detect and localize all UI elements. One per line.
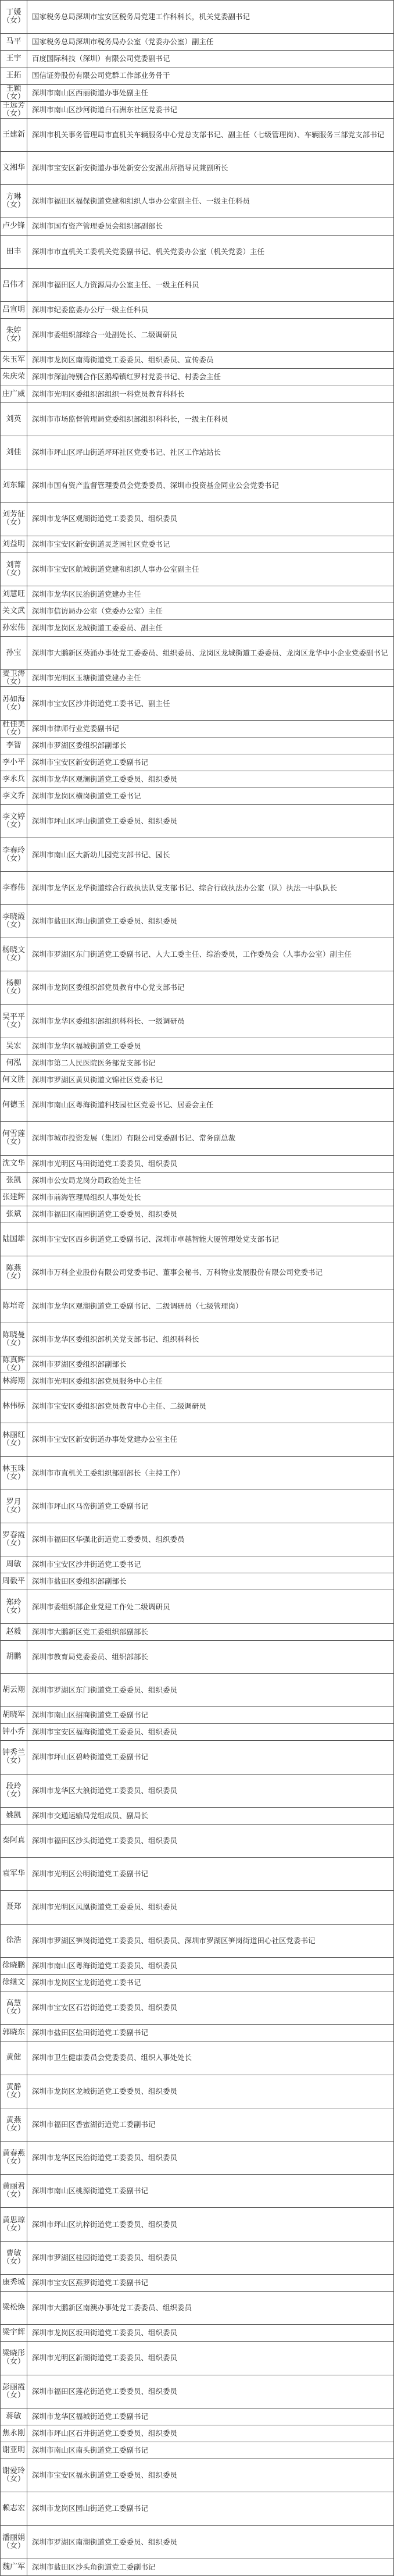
table-row (1, 1624, 393, 1641)
person-position: 深圳市龙岗区园山街道党工委副书记 (32, 2504, 149, 2513)
table-row (1, 1674, 393, 1707)
person-name: 罗春霞（女） (1, 1523, 27, 1556)
person-name: 周毅平 (1, 1573, 27, 1590)
table-row (1, 2142, 393, 2175)
table-row (1, 503, 393, 536)
table-row (1, 838, 393, 871)
table-row (1, 119, 393, 152)
person-position: 深圳市盐田区海山街道党工委委员、组织委员 (32, 917, 178, 926)
person-position: 深圳市福田区沙头街道党工委委员、组织委员 (32, 1836, 178, 1845)
table-row (1, 269, 393, 302)
table-row (1, 352, 393, 369)
person-name: 李智 (1, 737, 27, 754)
person-name: 谢爱玲（女） (1, 2459, 27, 2492)
person-name: 杨晓文（女） (1, 938, 27, 971)
table-row (1, 218, 393, 235)
table-row (1, 2526, 393, 2559)
table-row (1, 1089, 393, 1122)
person-position: 深圳市罗湖区东门街道党工委副书记、人大工委主任、综治委员，工作委员会（人事办公室）副主任 (32, 950, 352, 959)
person-name: 马平 (1, 34, 27, 50)
person-position: 深圳市南山区粤海街道党工委委员、组织委员 (32, 1961, 178, 1970)
table-row (1, 2559, 393, 2576)
person-name: 陈燕（女） (1, 1256, 27, 1289)
person-position: 深圳市龙华区委组织部组织科科长、一级调研员 (32, 1016, 185, 1025)
person-position: 深圳市坪山区石井街道党工委委员、组织委员 (32, 2428, 178, 2438)
person-name: 吴平平（女） (1, 1005, 27, 1038)
person-name: 赖志宏 (1, 2492, 27, 2525)
table-row (1, 152, 393, 185)
person-position: 深圳市龙华区龙华街道综合行政执法队党支部书记、综合行政执法办公室（队）执法一中队队长 (32, 883, 338, 892)
person-name: 何雪莲（女） (1, 1122, 27, 1155)
table-row (1, 1122, 393, 1155)
table-row (1, 1423, 393, 1456)
person-position: 深圳市龙岗区宝龙街道党工委书记 (32, 1978, 141, 1987)
table-row (1, 34, 393, 51)
person-name: 康秀城 (1, 2275, 27, 2291)
person-name: 高慧（女） (1, 1991, 27, 2024)
person-name: 魏广军 (1, 2559, 27, 2575)
person-position: 深圳市坪山区坑梓街道党工委委员、组织委员 (32, 2219, 178, 2229)
table-row (1, 805, 393, 838)
person-position: 深圳市南山区大新幼儿园党支部书记、园长 (32, 850, 170, 859)
person-name: 黄健 (1, 2041, 27, 2074)
table-row (1, 938, 393, 971)
person-name: 王建新 (1, 119, 27, 151)
table-row (1, 1741, 393, 1774)
person-position: 深圳市福田区南园街道党工委委员、组织委员 (32, 1209, 178, 1218)
table-row (1, 2275, 393, 2292)
person-name: 孙宏伟 (1, 620, 27, 636)
person-name: 李晓霞（女） (1, 905, 27, 938)
person-name: 刘英 (1, 403, 27, 436)
table-row (1, 2325, 393, 2342)
person-name: 林丽红（女） (1, 1423, 27, 1456)
person-position: 深圳市福田区福保街道党建和组织人事办公室副主任、一级主任科员 (32, 197, 250, 206)
table-row (1, 1, 393, 34)
person-position: 深圳市城市投资发展（集团）有限公司党委副书记、常务副总裁 (32, 1134, 236, 1143)
person-position: 深圳市罗湖区东门街道党工委委员、组织委员 (32, 1686, 178, 1695)
person-name: 钟秀兰（女） (1, 1741, 27, 1773)
table-row (1, 637, 393, 670)
person-position: 深圳市市场监督管理局党委组织部组织科科长，一级主任科员 (32, 414, 228, 423)
person-name: 刘益明 (1, 536, 27, 553)
person-name: 陈培奇 (1, 1289, 27, 1322)
table-row (1, 2025, 393, 2041)
person-name: 刘佳 (1, 436, 27, 469)
person-name: 黄静（女） (1, 2075, 27, 2108)
table-row (1, 102, 393, 119)
person-name: 李文乔 (1, 788, 27, 804)
person-position: 深圳市罗湖区黄贝街道文锦社区党委书记 (32, 1075, 163, 1085)
person-position: 深圳市南山区沙河街道白石洲东社区党委书记 (32, 105, 178, 114)
person-position: 深圳市宝安区航城街道党建和组织人事办公室副主任 (32, 564, 199, 573)
person-name: 卢少锋 (1, 218, 27, 234)
table-row (1, 971, 393, 1004)
person-name: 朱婷（女） (1, 319, 27, 351)
person-position: 深圳市罗湖区桂园街道党工委委员、组织委员 (32, 2253, 178, 2262)
person-name: 钟小乔 (1, 1724, 27, 1740)
table-row (1, 2425, 393, 2442)
person-name: 段玲（女） (1, 1775, 27, 1807)
table-row (1, 2408, 393, 2425)
person-position: 深圳市深汕特别合作区鹅埠镇红罗村党委书记、村委会主任 (32, 372, 221, 382)
table-row (1, 2292, 393, 2325)
table-row (1, 1055, 393, 1072)
person-name: 刘菁（女） (1, 553, 27, 586)
person-position: 深圳市大鹏新区南澳办事处党工委委员、组织委员 (32, 2303, 192, 2313)
person-name: 郭晓东 (1, 2025, 27, 2041)
person-name: 袁军华 (1, 1858, 27, 1890)
table-row (1, 1356, 393, 1373)
person-name: 何文胜 (1, 1072, 27, 1088)
table-row (1, 536, 393, 553)
person-name: 彭丽霞（女） (1, 2375, 27, 2408)
table-row (1, 1573, 393, 1590)
table-row (1, 319, 393, 352)
person-name: 黄春燕（女） (1, 2142, 27, 2174)
table-row (1, 436, 393, 469)
person-name: 秦阿真 (1, 1825, 27, 1857)
person-position: 深圳市宝安区新安街道党工委副书记 (32, 757, 149, 767)
table-row (1, 586, 393, 603)
person-name: 黄丽君（女） (1, 2175, 27, 2207)
person-position: 深圳市宝安区委组织部党员教育中心主任、二级调研员 (32, 1402, 207, 1411)
person-position: 深圳市万科企业股份有限公司党委书记、董事会秘书、万科物业发展股份有限公司党委书记 (32, 1268, 323, 1277)
person-name: 李春玲（女） (1, 838, 27, 871)
table-row (1, 553, 393, 586)
person-position: 深圳市罗湖区委组织部副部长 (32, 740, 127, 750)
person-position: 深圳市南山区南头街道党工委副书记 (32, 2446, 149, 2455)
person-name: 关文武 (1, 603, 27, 619)
person-position: 深圳市福田区人力资源局办公室主任、一级主任科员 (32, 280, 199, 289)
person-position: 深圳市南山区桃源街道党工委副书记 (32, 2186, 149, 2196)
person-position: 深圳市光明区马田街道党工委委员、组织委员 (32, 1159, 178, 1168)
person-position: 深圳市光明区委组织部组织一科党员教育科科长 (32, 389, 185, 398)
person-name: 聂郑 (1, 1891, 27, 1923)
table-row (1, 1038, 393, 1055)
person-position: 深圳市交通运输局党组成员、副局长 (32, 1811, 149, 1820)
table-row (1, 670, 393, 687)
table-row (1, 905, 393, 938)
person-name: 文湘华 (1, 152, 27, 184)
person-position: 深圳市龙华区民治街道党建办主任 (32, 589, 141, 598)
person-name: 胡云翔 (1, 1674, 27, 1706)
person-name: 郑玲（女） (1, 1590, 27, 1623)
person-name: 吕宣明 (1, 302, 27, 318)
person-position: 深圳市龙岗区南湾街道党工委委员、组织委员、宣传委员 (32, 355, 214, 365)
person-name: 王颖（女） (1, 85, 27, 101)
table-row (1, 1256, 393, 1289)
person-position: 深圳市龙岗区龙城街道党工委委员、组织委员 (32, 2086, 178, 2096)
person-position: 深圳市龙华区福城街道党工委委员 (32, 1041, 141, 1050)
person-name: 张建辉 (1, 1189, 27, 1206)
table-row (1, 1005, 393, 1038)
person-name: 麦卫涛（女） (1, 670, 27, 686)
person-position: 深圳市龙岗区横岗街道党工委书记 (32, 792, 141, 801)
table-row (1, 2175, 393, 2208)
person-name: 徐浩 (1, 1925, 27, 1957)
person-name: 杜佳美（女） (1, 721, 27, 737)
person-name: 王远芳（女） (1, 102, 27, 118)
table-row (1, 1891, 393, 1924)
person-name: 吕伟才 (1, 269, 27, 301)
table-row (1, 1072, 393, 1089)
person-position: 深圳市宝安区福海街道党工委委员、组织委员 (32, 1727, 178, 1737)
person-name: 孙宝 (1, 637, 27, 669)
table-row (1, 1991, 393, 2025)
person-position: 深圳市南山区粤海街道科技园社区党委书记、居委会主任 (32, 1100, 214, 1110)
table-row (1, 1173, 393, 1189)
person-position: 深圳市宝安区沙井街道党工委书记、副主任 (32, 699, 170, 708)
person-name: 曹敏（女） (1, 2242, 27, 2274)
table-row (1, 1641, 393, 1674)
person-name: 徐晓鹏 (1, 1958, 27, 1974)
person-position: 深圳市机关事务管理局市直机关车辆服务中心党总支部书记、副主任（七级管理岗）、车辆服务三部党支部书记 (32, 130, 385, 139)
person-name: 何德玉 (1, 1089, 27, 1121)
person-position: 深圳市宝安区沙井街道党工委书记 (32, 1560, 141, 1569)
table-row (1, 1523, 393, 1556)
person-position: 深圳市坪山区马峦街道党工委副书记 (32, 1501, 149, 1510)
table-row (1, 1825, 393, 1858)
person-position: 国家税务总局深圳市宝安区税务局党建工作科科长，机关党委副书记 (32, 12, 250, 22)
person-position: 深圳市信访局办公室（党委办公室）主任 (32, 606, 163, 615)
person-name: 陈晓曼（女） (1, 1323, 27, 1356)
person-position: 深圳市宝安区福永街道党工委委员、组织委员 (32, 2471, 178, 2480)
table-row (1, 2208, 393, 2241)
table-row (1, 1724, 393, 1741)
person-position: 深圳市龙华区民治街道党工委委员、组织委员 (32, 2153, 178, 2162)
person-position: 深圳市国有资产管理委员会组织部副部长 (32, 222, 163, 231)
person-position: 深圳市福田区华强北街道党工委委员、组织委员 (32, 1535, 185, 1544)
table-row (1, 2242, 393, 2275)
person-name: 李永兵 (1, 771, 27, 788)
person-position: 深圳市坪山区碧岭街道党工委副书记 (32, 1752, 149, 1762)
person-position: 深圳市公安局龙岗分局政治处主任 (32, 1175, 141, 1185)
person-name: 张凯 (1, 1173, 27, 1189)
table-row (1, 67, 393, 84)
person-name: 梁宇辉 (1, 2325, 27, 2341)
person-position: 深圳市罗湖区笋岗街道党工委委员、组织委员、深圳市罗湖区笋岗街道田心社区党委书记 (32, 1936, 316, 1945)
person-position: 深圳市市直机关工委组织部副部长（主持工作） (32, 1468, 185, 1477)
person-position: 深圳市龙华区福城街道党工委副书记 (32, 2411, 149, 2421)
person-name: 刘芳征（女） (1, 503, 27, 535)
person-name: 谢亚明 (1, 2442, 27, 2459)
table-row (1, 236, 393, 269)
table-row (1, 620, 393, 637)
table-row (1, 403, 393, 436)
person-name: 焦永刚 (1, 2425, 27, 2442)
table-row (1, 754, 393, 771)
person-name: 李小平 (1, 754, 27, 771)
table-row (1, 1457, 393, 1490)
table-row (1, 386, 393, 403)
table-row (1, 1490, 393, 1523)
person-position: 深圳市龙华区观湖街道党工委副书记、二级调研员（七级管理岗） (32, 1301, 243, 1310)
person-position: 深圳市龙岗区坂田街道党工委委员、组织委员 (32, 2328, 178, 2338)
table-row (1, 1858, 393, 1891)
person-name: 林海翔 (1, 1373, 27, 1389)
person-position: 深圳市龙岗区委组织部党员教育中心党支部书记 (32, 983, 185, 992)
table-row (1, 1707, 393, 1724)
person-name: 杨柳（女） (1, 971, 27, 1004)
table-row (1, 185, 393, 218)
person-position: 深圳市委组织部综合一处副处长、二级调研员 (32, 330, 178, 340)
person-name: 罗月（女） (1, 1490, 27, 1523)
person-name: 刘东耀 (1, 469, 27, 502)
person-position: 深圳市龙岗区龙城街道工委委员、副主任 (32, 623, 163, 633)
table-row (1, 603, 393, 620)
person-name: 田丰 (1, 236, 27, 268)
person-position: 深圳市罗湖区南湖街道党工委委员、组织委员 (32, 2537, 178, 2546)
person-name: 王宇 (1, 51, 27, 67)
table-row (1, 2442, 393, 2459)
person-position: 深圳市盐田区沙头角街道党工委副书记 (32, 2562, 156, 2571)
person-name: 李春伟 (1, 872, 27, 904)
person-position: 深圳市宝安区燕罗街道党工委副书记 (32, 2278, 149, 2287)
person-name: 蒋敏 (1, 2408, 27, 2425)
person-name: 刘慧旺 (1, 586, 27, 603)
person-position: 深圳市宝安区新安街道办事处党建办公室主任 (32, 1435, 178, 1444)
table-row (1, 1958, 393, 1975)
person-name: 吴宏 (1, 1038, 27, 1054)
table-row (1, 1223, 393, 1256)
table-row (1, 1156, 393, 1173)
person-name: 梁晓彤（女） (1, 2342, 27, 2374)
person-position: 深圳市龙华区大浪街道党工委委员、组织委员 (32, 1786, 178, 1795)
person-position: 深圳市教育局党委委员、组织部部长 (32, 1652, 149, 1661)
person-position: 深圳市光明区凤凰街道党工委委员、组织委员 (32, 1902, 178, 1912)
person-position: 深圳市盐田区委组织部副部长 (32, 1577, 127, 1586)
table-row (1, 1206, 393, 1223)
person-name: 何泓 (1, 1055, 27, 1071)
table-row (1, 1323, 393, 1356)
person-position: 深圳市坪山区坪山街道坪环社区党委书记、社区工作站站长 (32, 447, 221, 457)
person-position: 深圳市卫生健康委员会党委委员、组织人事处处长 (32, 2053, 192, 2062)
person-position: 深圳市光明区玉塘街道党建办主任 (32, 674, 141, 683)
table-row (1, 1775, 393, 1808)
person-position: 深圳市大鹏新区党工委组织部副部长 (32, 1627, 149, 1636)
person-position: 深圳市罗湖区委组织部副部长 (32, 1359, 127, 1369)
person-name: 王拓 (1, 67, 27, 84)
person-name: 黄思琼（女） (1, 2208, 27, 2240)
person-name: 方琳（女） (1, 185, 27, 218)
person-name: 张斌 (1, 1206, 27, 1223)
table-row (1, 1925, 393, 1958)
table-row (1, 771, 393, 788)
person-name: 林玉珠（女） (1, 1457, 27, 1490)
table-row (1, 721, 393, 737)
person-name: 李文婷（女） (1, 805, 27, 838)
table-row (1, 2459, 393, 2492)
person-position: 深圳市光明区委组织部党员服务中心主任 (32, 1377, 163, 1386)
person-position: 深圳市纪委监委办公厅一级主任科员 (32, 305, 149, 315)
person-name: 朱庆荣 (1, 369, 27, 385)
table-row (1, 2492, 393, 2525)
table-row (1, 51, 393, 67)
person-name: 朱玉军 (1, 352, 27, 368)
person-name: 梁松焕 (1, 2292, 27, 2324)
table-row (1, 2075, 393, 2108)
person-position: 深圳市福田区莲花街道党工委委员、组织委员 (32, 2386, 178, 2396)
person-name: 黄燕（女） (1, 2108, 27, 2141)
person-position: 深圳市市直机关工委机关党委副书记、机关党委办公室（机关党委）主任 (32, 247, 265, 256)
person-position: 深圳市宝安区新安街道灵芝园社区党委书记 (32, 539, 170, 548)
person-name: 庄广威 (1, 386, 27, 402)
person-name: 丁媛（女） (1, 1, 27, 33)
person-name: 潘丽娟（女） (1, 2526, 27, 2559)
person-name: 姚凯 (1, 1808, 27, 1824)
person-position: 深圳市光明区公明街道党工委副书记 (32, 1869, 149, 1879)
person-position: 深圳市盐田区盐田街道党工委副书记 (32, 2028, 149, 2037)
table-row (1, 687, 393, 720)
person-position: 深圳市宝安区西乡街道党工委副书记、深圳市卓越智能大厦管理处党支部书记 (32, 1235, 280, 1244)
table-row (1, 1189, 393, 1206)
person-position: 深圳市龙华区观澜街道党工委委员、组织委员 (32, 775, 178, 784)
person-position: 国家税务总局深圳市税务局办公室（党委办公室）副主任 (32, 37, 214, 47)
person-name: 沈文华 (1, 1156, 27, 1172)
person-name: 胡晓军 (1, 1707, 27, 1723)
person-position: 深圳市宝安区石岩街道党工委委员、组织委员 (32, 2003, 178, 2012)
person-position: 深圳市南山区西丽街道办事处副主任 (32, 88, 149, 97)
table-row (1, 1590, 393, 1623)
table-row (1, 369, 393, 386)
table-row (1, 85, 393, 102)
person-name: 苏如海（女） (1, 687, 27, 719)
table-row (1, 1808, 393, 1825)
person-position: 百度国际科技（深圳）有限公司党委副书记 (32, 54, 170, 63)
person-name: 周敏 (1, 1556, 27, 1573)
person-position: 深圳市国有资产监督管理委员会党委委员、深圳市投资基金同业公会党委书记 (32, 481, 280, 490)
person-position: 深圳市龙华区委组织部机关党支部书记、组织科科长 (32, 1334, 199, 1344)
table-row (1, 1390, 393, 1423)
table-row (1, 737, 393, 754)
table-row (1, 1289, 393, 1323)
table-row (1, 2108, 393, 2142)
table-row (1, 2375, 393, 2408)
person-position: 深圳市福田区香蜜湖街道党工委副书记 (32, 2119, 156, 2129)
person-position: 深圳市坪山区坪山街道党工委委员、组织委员 (32, 817, 178, 826)
table-row (1, 1373, 393, 1390)
person-position: 深圳市律师行业党委副书记 (32, 724, 120, 733)
person-position: 深圳市南山区招商街道党工委副书记 (32, 1711, 149, 1720)
table-row (1, 1556, 393, 1573)
person-name: 胡鹏 (1, 1641, 27, 1673)
person-position: 国信证券股份有限公司党群工作部业务骨干 (32, 71, 170, 80)
person-position: 深圳市前海管理局组织人事处处长 (32, 1192, 141, 1202)
table-row (1, 2342, 393, 2375)
person-name: 陆国雄 (1, 1223, 27, 1256)
table-row (1, 872, 393, 905)
person-name: 陈真辉（女） (1, 1356, 27, 1373)
person-position: 深圳市光明区新湖街道党工委委员、组织委员 (32, 2353, 178, 2363)
person-position: 深圳市第二人民医院医务部党支部书记 (32, 1058, 156, 1067)
person-name: 赵毅 (1, 1624, 27, 1640)
person-name: 徐继文 (1, 1975, 27, 1991)
table-row (1, 302, 393, 319)
person-position: 深圳市宝安区新安街道办事处新安公安派出所指导员兼副所长 (32, 163, 228, 173)
table-row (1, 2041, 393, 2075)
person-position: 深圳市龙华区观湖街道党工委委员、组织委员 (32, 514, 178, 523)
table-row (1, 469, 393, 503)
table-row (1, 1975, 393, 1991)
person-name: 林伟标 (1, 1390, 27, 1423)
table-row (1, 788, 393, 805)
person-position: 深圳市委组织部企业党建工作处二级调研员 (32, 1602, 170, 1611)
person-position: 深圳市大鹏新区葵涌办事处党工委委员、组织委员、龙岗区龙城街道工委委员、龙岗区龙华中小企业党委副书记 (32, 649, 388, 658)
